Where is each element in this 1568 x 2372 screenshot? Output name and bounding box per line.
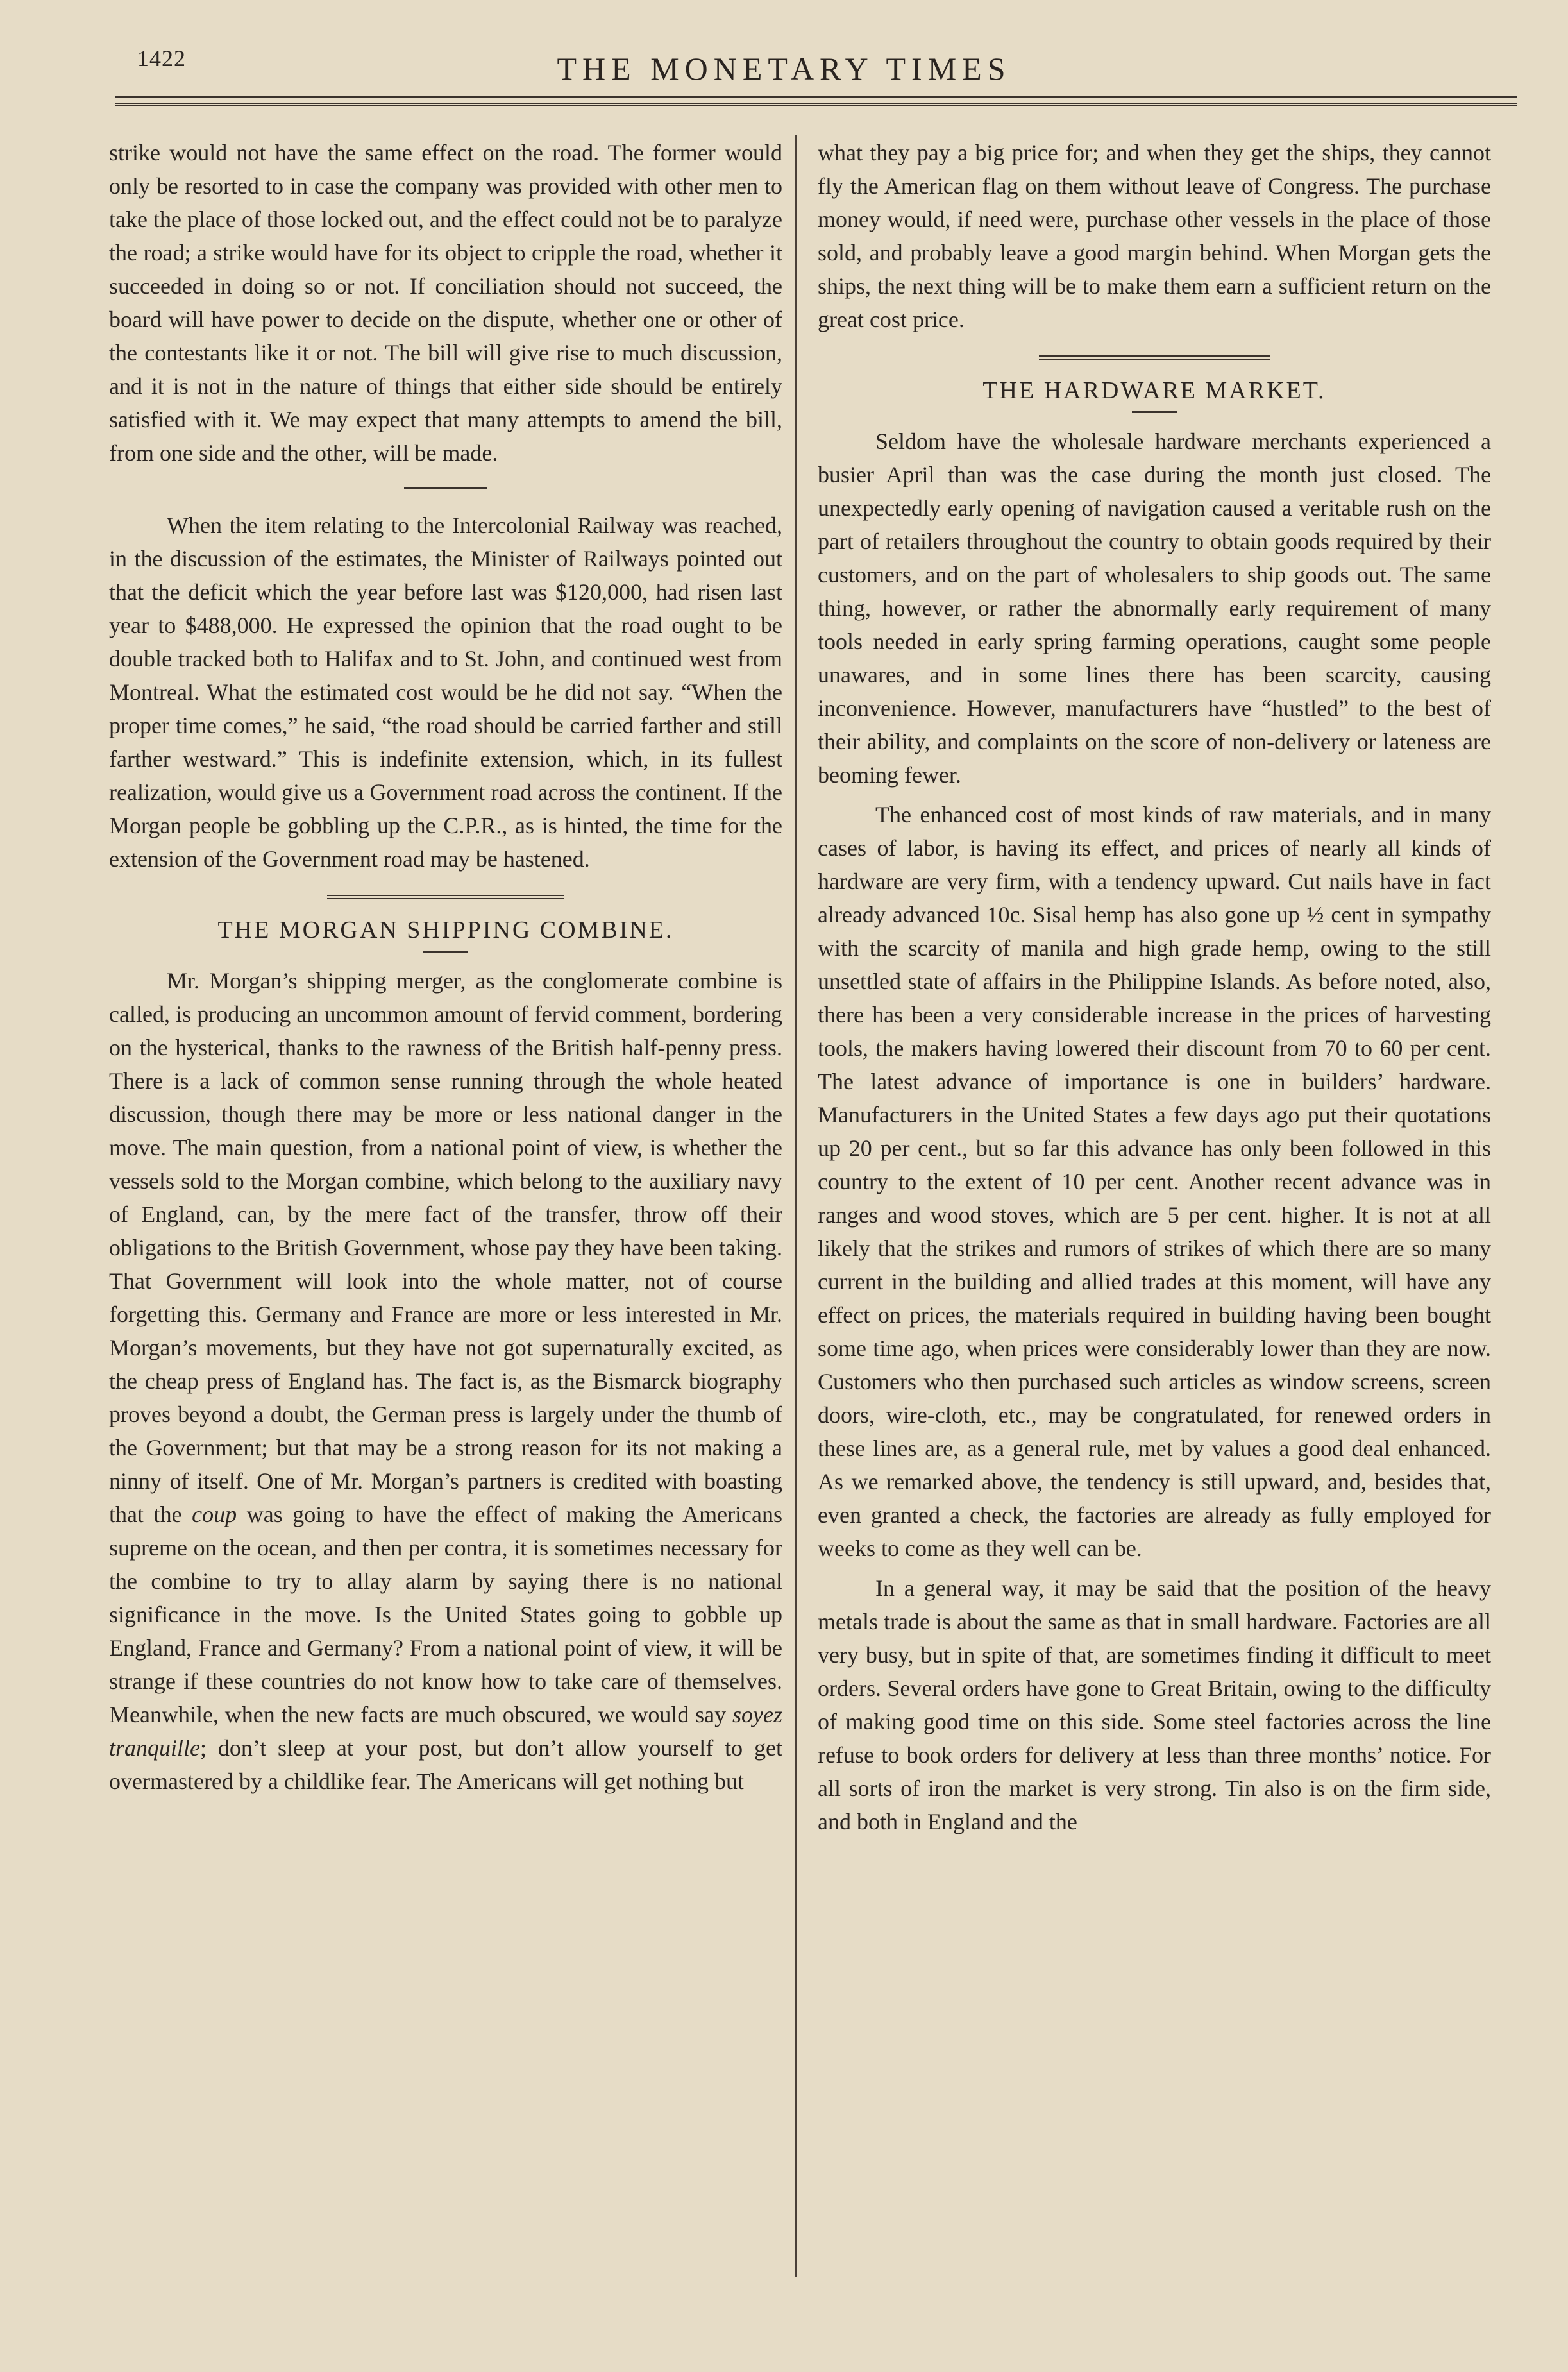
section-separator [404, 487, 487, 489]
italic-coup: coup [192, 1502, 237, 1527]
header-rule-double [115, 103, 1517, 106]
heading-rule [423, 951, 468, 953]
column-divider [795, 135, 797, 2277]
text-run: was going to have the effect of making the Americans supreme on the ocean, and then per contra, it is sometimes necessary for the combine to try to allay alarm by saying there is no national significance in the move. Is the United States going to gobble up England, France and Germany? From a national point of view, it will be strange if these countries do not know how to take care of themselves. Meanwhile, when the new facts are much obscured, we would say [109, 1502, 783, 1727]
heading-morgan-shipping: THE MORGAN SHIPPING COMBINE. [217, 917, 674, 944]
paragraph-intercolonial: When the item relating to the Intercolonial Railway was reached, in the discussion of the estimates, the Minister of Railways pointed out that the deficit which the year before last was $120,000, had risen last year to $488,000. He expressed the opinion that the road ought to be double tracked both to Halifax and to St. John, and continued west from Montreal. What the estimated cost would be he did not say. “When the proper time comes,” he said, “the road should be carried farther and still farther westward.” This is indefinite extension, which, in its fullest realization, would give us a Government road across the continent. If the Morgan people be gobbling up the C.P.R., as is hinted, the time for the extension of the Government road may be hastened. [109, 513, 782, 872]
text-run: ; don’t sleep at your post, but don’t allow yourself to get overmastered by a childlike fear. The Americans will get nothing but [109, 1735, 782, 1794]
paragraph-heavy-metals: In a general way, it may be said that the position of the heavy metals trade is about the same as that in small hardware. Factories are all very busy, but in spite of that, are sometimes finding it difficult to meet orders. Several orders have gone to Great Britain, owing to the difficulty of making good time on this side. Some steel factories across the line refuse to book orders for delivery at less than three months’ notice. For all sorts of iron the market is very strong. Tin also is on the firm side, and both in England and the [818, 1575, 1491, 1834]
header-rule-top [115, 96, 1517, 98]
italic-soyez-tranquille: soyez tranquille [109, 1702, 783, 1761]
paragraph-morgan-continued: what they pay a big price for; and when they get the ships, they cannot fly the American flag on them without leave of Congress. The purchase money would, if need were, purchase other vessels in the place of those sold, and probably leave a good margin behind. When Morgan gets the ships, the next thing will be to make them earn a sufficient return on the great cost price. [818, 140, 1491, 332]
left-column [109, 136, 782, 1798]
paragraph-hardware-prices: The enhanced cost of most kinds of raw materials, and in many cases of labor, is having its effect, and prices of nearly all kinds of hardware are very firm, with a tendency upward. Cut nails have in fact already advanced 10c. Sisal hemp has also gone up ½ cent in sympathy with the scarcity of manila and high grade hemp, owing to the still unsettled state of affairs in the Philippine Islands. As before noted, also, there has been a very considerable increase in the prices of harvesting tools, the makers having lowered their discount from 70 to 60 per cent. The latest advance of importance is one in builders’ hardware. Manufacturers in the United States a few days ago put their quotations up 20 per cent., but so far this advance has only been followed in this country to the extent of 10 per cent. Another recent advance was in ranges and wood stoves, which are 5 per cent. higher. It is not at all likely that the strikes and rumors of strikes of which there are so many current in the building and allied trades at this moment, will have any effect on prices, the materials required in building having been bought some time ago, when prices were considerably lower than they are now. Customers who then purchased such articles as window screens, screen doors, wire-cloth, etc., may be congratulated, for renewed orders in these lines are, as a general rule, met by values a good deal enhanced. As we remarked above, the tendency is still upward, and, besides that, even granted a check, the factories are already as fully employed for weeks to come as they well can be. [818, 802, 1491, 1561]
text-run: Mr. Morgan’s shipping merger, as the conglomerate combine is called, is producing an uncommon amount of fervid comment, bordering on the hysterical, thanks to the rawness of the British half-penny press. There is a lack of common sense running through the whole heated discussion, though there may be more or less national danger in the move. The main question, from a national point of view, is whether the vessels sold to the Morgan combine, which belong to the auxiliary navy of England, can, by the mere fact of the transfer, throw off their obligations to the British Government, whose pay they have been taking. That Government will look into the whole matter, not of course forgetting this. Germany and France are more or less interested in Mr. Morgan’s movements, but they have not got supernaturally excited, as the cheap press of England has. The fact is, as the Bismarck biography proves beyond a doubt, the German press is largely under the thumb of the Government; but that may be a strong reason for its not making a ninny of itself. One of Mr. Morgan’s partners is credited with boasting that the [109, 968, 782, 1527]
heading-rule [1132, 411, 1177, 413]
heading-hardware-market: THE HARDWARE MARKET. [982, 377, 1326, 404]
section-separator-double [1039, 355, 1270, 360]
section-separator-double [327, 895, 564, 899]
paragraph-morgan [109, 964, 782, 1798]
right-column [818, 136, 1491, 1838]
page-number: 1422 [137, 46, 186, 71]
masthead-title: THE MONETARY TIMES [557, 51, 1011, 87]
paragraph-strike: strike would not have the same effect on the road. The former would only be resorted to in case the company was provided with other men to take the place of those locked out, and the effect could not be to paralyze the road; a strike would have for its object to cripple the road, whether it succeeded in doing so or not. If conciliation should not succeed, the board will have power to decide on the dispute, whether one or other of the contestants like it or not. The bill will give rise to much discussion, and it is not in the nature of things that either side should be entirely satisfied with it. We may expect that many attempts to amend the bill, from one side and the other, will be made. [109, 140, 782, 466]
paragraph-hardware-april: Seldom have the wholesale hardware merchants experienced a busier April than was the case during the month just closed. The unexpectedly early opening of navigation caused a veritable rush on the part of retailers throughout the country to obtain goods required by their customers, and on the part of wholesalers to ship goods out. The same thing, however, or rather the abnormally early requirement of many tools needed in early spring farming operations, caught some people unawares, and in some lines there has been scarcity, causing inconvenience. However, manufacturers have “hustled” to the best of their ability, and complaints on the score of non-delivery or lateness are beoming fewer. [818, 428, 1491, 788]
